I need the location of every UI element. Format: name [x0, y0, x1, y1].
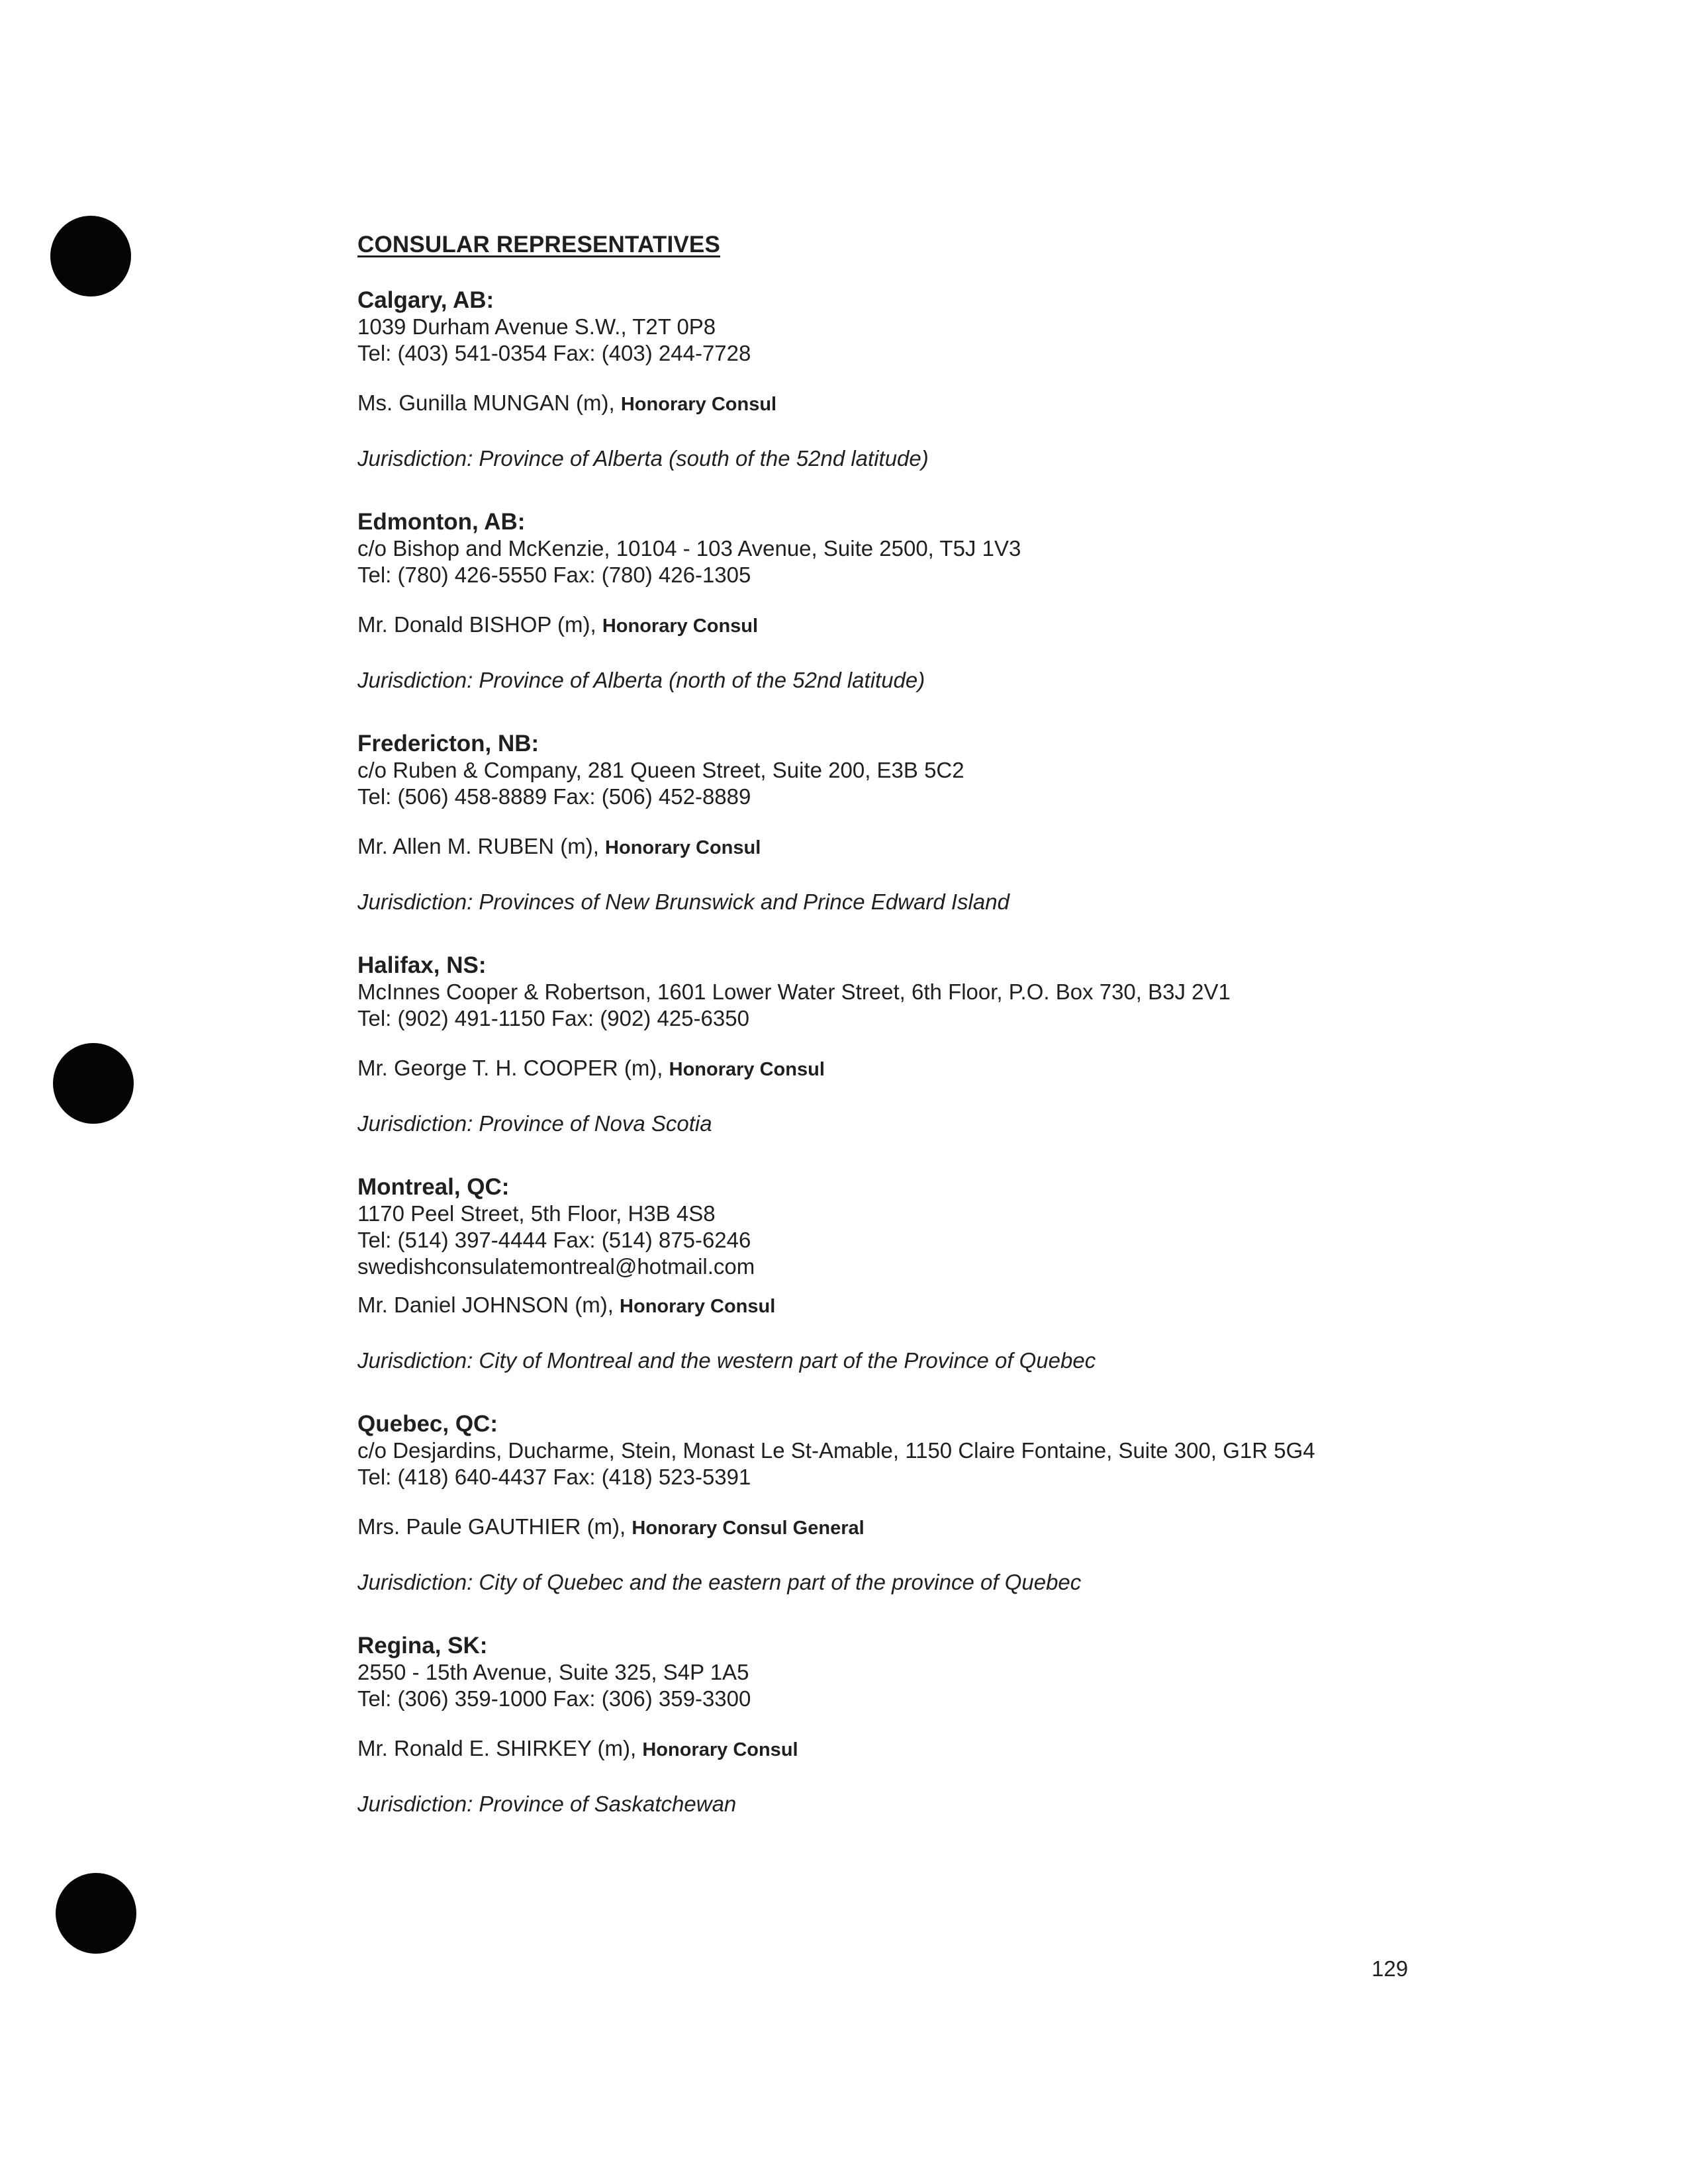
consular-entry	[357, 287, 1615, 472]
entry-phone-fax: Tel: (506) 458-8889 Fax: (506) 452-8889	[357, 784, 751, 809]
representative-title: Honorary Consul General	[632, 1518, 865, 1539]
entry-city: Fredericton, NB:	[357, 731, 539, 756]
representative-title: Honorary Consul	[620, 1296, 776, 1317]
entry-city: Montreal, QC:	[357, 1174, 510, 1200]
representative-name: Mr. Donald BISHOP (m),	[357, 612, 602, 637]
entry-spacer	[357, 1374, 1615, 1411]
entry-spacer	[357, 694, 1615, 731]
entry-spacer	[357, 915, 1615, 952]
punch-hole-middle	[53, 1043, 134, 1124]
entry-city: Edmonton, AB:	[357, 509, 526, 535]
consular-entry	[357, 509, 1615, 694]
punch-hole-bottom	[56, 1873, 136, 1954]
entry-jurisdiction: Jurisdiction: City of Quebec and the eastern part of the province of Quebec	[357, 1570, 1082, 1594]
representative-title: Honorary Consul	[602, 615, 759, 637]
entry-city: Regina, SK:	[357, 1633, 488, 1659]
entry-address: McInnes Cooper & Robertson, 1601 Lower Water Street, 6th Floor, P.O. Box 730, B3J 2V1	[357, 979, 1231, 1004]
entry-city: Quebec, QC:	[357, 1411, 498, 1437]
entry-representative	[357, 390, 1615, 418]
entry-representative	[357, 1514, 1615, 1541]
entry-jurisdiction: Jurisdiction: Province of Alberta (south of the 52nd latitude)	[357, 446, 929, 471]
entry-jurisdiction: Jurisdiction: Province of Saskatchewan	[357, 1792, 737, 1816]
entry-spacer	[357, 1137, 1615, 1174]
entry-phone-fax: Tel: (403) 541-0354 Fax: (403) 244-7728	[357, 341, 751, 365]
entry-city: Halifax, NS:	[357, 952, 487, 978]
entry-spacer	[357, 472, 1615, 509]
representative-title: Honorary Consul	[620, 394, 777, 415]
entry-jurisdiction: Jurisdiction: Provinces of New Brunswick and Prince Edward Island	[357, 889, 1009, 914]
entry-representative	[357, 1292, 1615, 1320]
entry-address: c/o Ruben & Company, 281 Queen Street, Suite 200, E3B 5C2	[357, 758, 964, 782]
entry-representative	[357, 1735, 1615, 1763]
entry-address: 1170 Peel Street, 5th Floor, H3B 4S8	[357, 1201, 716, 1226]
representative-name: Mr. Ronald E. SHIRKEY (m),	[357, 1736, 643, 1760]
representative-title: Honorary Consul	[642, 1739, 798, 1760]
entry-spacer	[357, 1596, 1615, 1633]
entry-representative	[357, 1055, 1615, 1083]
section-title: CONSULAR REPRESENTATIVES	[357, 232, 721, 257]
representative-title: Honorary Consul	[605, 837, 761, 858]
entry-representative	[357, 833, 1615, 861]
entry-address: 1039 Durham Avenue S.W., T2T 0P8	[357, 314, 716, 339]
consular-entry	[357, 731, 1615, 915]
entry-address: c/o Desjardins, Ducharme, Stein, Monast Le St-Amable, 1150 Claire Fontaine, Suite 300, G1R 5G4	[357, 1438, 1315, 1463]
entry-email: swedishconsulatemontreal@hotmail.com	[357, 1254, 755, 1279]
entry-jurisdiction: Jurisdiction: City of Montreal and the western part of the Province of Quebec	[357, 1348, 1096, 1373]
entry-phone-fax: Tel: (780) 426-5550 Fax: (780) 426-1305	[357, 563, 751, 587]
representative-name: Mrs. Paule GAUTHIER (m),	[357, 1514, 632, 1539]
representative-name: Mr. Daniel JOHNSON (m),	[357, 1293, 620, 1317]
entry-city: Calgary, AB:	[357, 287, 494, 313]
entry-jurisdiction: Jurisdiction: Province of Nova Scotia	[357, 1111, 712, 1136]
entry-phone-fax: Tel: (514) 397-4444 Fax: (514) 875-6246	[357, 1228, 751, 1252]
representative-title: Honorary Consul	[669, 1059, 825, 1080]
entry-address: 2550 - 15th Avenue, Suite 325, S4P 1A5	[357, 1660, 749, 1684]
consular-entry	[357, 1633, 1615, 1817]
entry-phone-fax: Tel: (306) 359-1000 Fax: (306) 359-3300	[357, 1686, 751, 1711]
consular-entry	[357, 1411, 1615, 1596]
representative-name: Mr. George T. H. COOPER (m),	[357, 1056, 669, 1080]
entry-phone-fax: Tel: (418) 640-4437 Fax: (418) 523-5391	[357, 1465, 751, 1489]
entry-phone-fax: Tel: (902) 491-1150 Fax: (902) 425-6350	[357, 1006, 749, 1030]
page-number: 129	[1372, 1956, 1409, 1981]
representative-name: Ms. Gunilla MUNGAN (m),	[357, 390, 621, 415]
consular-entries-list	[357, 287, 1615, 1817]
punch-hole-top	[50, 216, 131, 296]
consular-entry	[357, 1174, 1615, 1374]
consular-entry	[357, 952, 1615, 1137]
representative-name: Mr. Allen M. RUBEN (m),	[357, 834, 606, 858]
entry-representative	[357, 612, 1615, 639]
document-content	[357, 232, 1615, 1817]
entry-address: c/o Bishop and McKenzie, 10104 - 103 Avenue, Suite 2500, T5J 1V3	[357, 536, 1021, 561]
entry-jurisdiction: Jurisdiction: Province of Alberta (north of the 52nd latitude)	[357, 668, 925, 692]
